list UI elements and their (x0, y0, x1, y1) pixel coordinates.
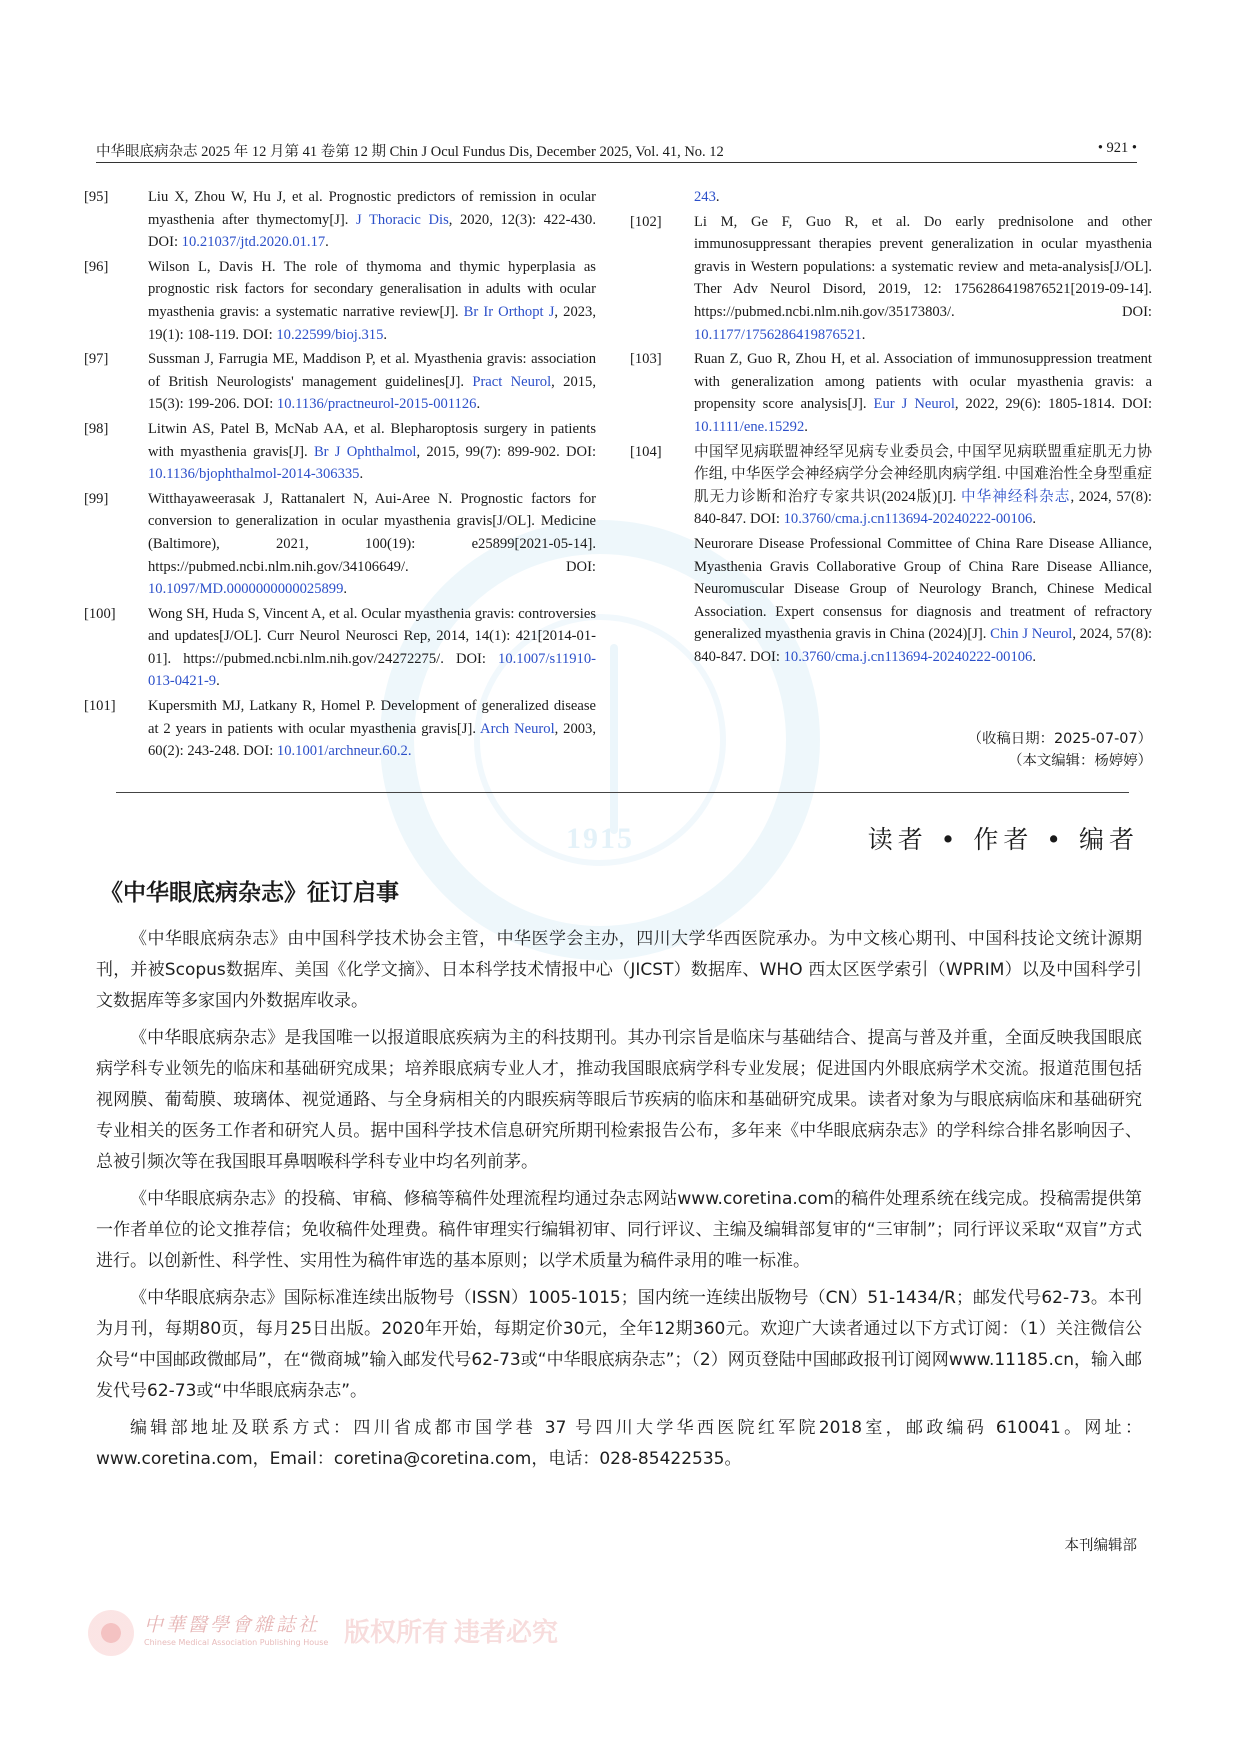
reference-text: , 2023, 19(1): 108-119. DOI: (148, 303, 596, 343)
reference-text: . (359, 466, 364, 483)
reference-item (630, 441, 1152, 531)
reference-text: , 2015, 15(3): 199-206. DOI: (148, 373, 596, 413)
reference-item (84, 488, 596, 601)
reference-text: . (216, 673, 220, 690)
reference-text: . (1032, 511, 1036, 528)
reference-number: [101] (84, 698, 116, 715)
reference-text: . (715, 189, 720, 205)
doi-link[interactable]: 10.1001/archneur.60.2. (276, 743, 412, 760)
notice-paragraph: 编辑部地址及联系方式：四川省成都市国学巷 37 号四川大学华西医院红军院2018室，邮政编码 610041。网址：www.coretina.com，Email：coretina@coretina.com，电话：028-85422535。 (96, 1418, 1142, 1469)
reference-text: . (1032, 648, 1036, 665)
reference-text: . (383, 326, 388, 343)
running-header (96, 138, 1137, 163)
doi-link[interactable]: 10.1097/MD.0000000000025899 (148, 581, 344, 598)
doi-link[interactable]: 10.3760/cma.j.cn113694-20240222-00106 (783, 648, 1033, 665)
references-column-right (630, 186, 1152, 670)
reference-text: , 2020, 12(3): 422-430. DOI: (148, 211, 596, 251)
watermark-staff (610, 644, 618, 834)
doi-link[interactable]: 10.1136/bjophthalmol-2014-306335 (148, 466, 360, 483)
reference-text: Liu X, Zhou W, Hu J, et al. Prognostic predictors of remission in ocular myasthenia after thymectomy[J]. (148, 189, 596, 228)
page-number: • 921 • (1097, 140, 1137, 156)
reference-number: [104] (630, 443, 662, 460)
reference-text: Litwin AS, Patel B, McNab AA, et al. Blepharoptosis surgery in patients with myasthenia gravis[J]. (148, 420, 596, 460)
reference-item-english (630, 533, 1152, 669)
section-divider (116, 792, 1129, 793)
reference-text: , 2015, 99(7): 899-902. DOI: (416, 443, 596, 460)
article-footnote (630, 728, 1152, 772)
doi-link[interactable]: 10.22599/bioj.315 (276, 326, 384, 343)
reference-number: [98] (84, 420, 109, 437)
doi-link[interactable]: 243 (694, 189, 716, 205)
editor-credit: （本文编辑：杨婷婷） (1008, 753, 1152, 769)
header-journal-info: 中华眼底病杂志 2025 年 12 月第 41 卷第 12 期 Chin J Ocul Fundus Dis, December 2025, Vol. 41, No. 12 (96, 144, 724, 160)
subscription-notice (96, 924, 1142, 1481)
reference-number: [96] (84, 258, 109, 275)
journal-link[interactable]: Chin J Neurol (990, 626, 1073, 643)
publisher-logo-icon (88, 1610, 134, 1656)
reference-text: , 2003, 60(2): 243-248. DOI: (148, 720, 596, 760)
journal-link[interactable]: J Thoracic Dis (356, 211, 449, 228)
reference-item (84, 186, 596, 254)
publisher-watermark (82, 1604, 562, 1664)
journal-link[interactable]: Br J Ophthalmol (313, 443, 417, 460)
publisher-name: 中華醫學會雜誌社 (144, 1614, 321, 1636)
reference-number: [103] (630, 351, 662, 368)
reference-text: Sussman J, Farrugia ME, Maddison P, et al. Myasthenia gravis: association of British Neurologists' management guidelines[J]. (148, 351, 596, 390)
doi-link[interactable]: 10.21037/jtd.2020.01.17 (181, 234, 326, 251)
reference-text: . (325, 234, 329, 251)
reference-text: . (476, 396, 481, 413)
publisher-name-en: Chinese Medical Association Publishing House (144, 1638, 329, 1647)
journal-link[interactable]: 中华神经科杂志 (960, 488, 1071, 505)
notice-paragraph: 《中华眼底病杂志》国际标准连续出版物号（ISSN）1005-1015；国内统一连续出版物号（CN）51-1434/R；邮发代号62-73。本刊为月刊，每期80页，每月25日出版。2020年开始，每期定价30元，全年12期360元。欢迎广大读者通过以下方式订阅：（1）关注微信公众号“中国邮政微邮局”，在“微商城”输入邮发代号62-73或“中华眼底病杂志”；（2）网页登陆中国邮政报刊订阅网www.11185.cn，输入邮发代号62-73或“中华眼底病杂志”。 (96, 1288, 1142, 1401)
reference-number: [102] (630, 213, 662, 230)
reference-text: Ruan Z, Guo R, Zhou H, et al. Association of immunosuppression treatment with generalization among patients with ocular myasthenia gravis: a propensity score analysis[J]. (694, 351, 1152, 413)
notice-paragraph: 《中华眼底病杂志》的投稿、审稿、修稿等稿件处理流程均通过杂志网站www.coretina.com的稿件处理系统在线完成。投稿需提供第一作者单位的论文推荐信；免收稿件处理费。稿件审理实行编辑初审、同行评议、主编及编辑部复审的“三审制”；同行评议采取“双盲”方式进行。以创新性、科学性、实用性为稿件审选的基本原则；以学术质量为稿件录用的唯一标准。 (96, 1189, 1142, 1271)
journal-link[interactable]: Br Ir Orthopt J (463, 303, 555, 320)
reference-text: Li M, Ge F, Guo R, et al. Do early prednisolone and other immunosuppressant therapies prevent generalization in ocular myasthenia gravis in Western populations: a systematic review and meta-analysis[J/OL]. Ther Adv Neurol Disord, 2019, 12: 1756286419876521[2019-09-14]. https://pubmed.ncbi.nlm.nih.gov/35173803/. DOI: (694, 213, 1152, 320)
watermark-year: 1915 (566, 822, 634, 855)
doi-link[interactable]: 10.1007/s11910-013-0421-9 (148, 650, 596, 690)
copyright-mark: 版权所有 (344, 1618, 449, 1648)
journal-link[interactable]: Eur J Neurol (873, 396, 955, 413)
reference-text: . (804, 418, 808, 435)
doi-link[interactable]: 10.3760/cma.j.cn113694-20240222-00106 (783, 511, 1033, 528)
reference-item (630, 348, 1152, 438)
reference-item (84, 348, 596, 416)
references-column-left (84, 186, 596, 765)
doi-link[interactable]: 10.1136/practneurol-2015-001126 (276, 396, 477, 413)
copyright-mark: 违者必究 (454, 1618, 559, 1648)
journal-link[interactable]: Arch Neurol (480, 720, 555, 737)
reference-text: Kupersmith MJ, Latkany R, Homel P. Development of generalized disease at 2 years in patients with ocular myasthenia gravis[J]. (148, 698, 596, 737)
reference-item (84, 695, 596, 763)
reference-item (84, 603, 596, 693)
editorial-signature: 本刊编辑部 (1064, 1538, 1137, 1554)
reference-continuation (630, 186, 1152, 209)
reference-item (84, 256, 596, 346)
reference-number: [95] (84, 189, 109, 205)
reference-item (84, 418, 596, 486)
reference-item (630, 211, 1152, 347)
section-label: 读者 • 作者 • 编者 (867, 825, 1139, 854)
doi-link[interactable]: 10.1177/1756286419876521 (694, 326, 862, 343)
doi-link[interactable]: 10.1111/ene.15292 (694, 418, 805, 435)
journal-link[interactable]: Pract Neurol (472, 373, 552, 390)
reference-text: Wong SH, Huda S, Vincent A, et al. Ocular myasthenia gravis: controversies and updates[J/OL]. Curr Neurol Neurosci Rep, 2014, 14(1): 421[2014-01-01]. https://pubmed.ncbi.nlm.nih.gov/24272275/. DOI: (148, 605, 596, 667)
reference-text: . (861, 326, 866, 343)
reference-text: Witthayaweerasak J, Rattanalert N, Aui-Aree N. Prognostic factors for conversion to generalization in ocular myasthenia gravis[J/OL]. Medicine (Baltimore), 2021, 100(19): e25899[2021-05-14]. https://pubmed.ncbi.nlm.nih.gov/34106649/. DOI: (148, 490, 596, 575)
reference-text: , 2024, 57(8): 840-847. DOI: (694, 626, 1153, 665)
notice-paragraph: 《中华眼底病杂志》是我国唯一以报道眼底疾病为主的科技期刊。其办刊宗旨是临床与基础结合、提高与普及并重，全面反映我国眼底病学科专业领先的临床和基础研究成果；培养眼底病专业人才，推动我国眼底病学科专业发展；促进国内外眼底病学术交流。报道范围包括视网膜、葡萄膜、玻璃体、视觉通路、与全身病相关的内眼疾病等眼后节疾病的临床和基础研究成果。读者对象为与眼底病临床和基础研究专业相关的医务工作者和研究人员。据中国科学技术信息研究所期刊检索报告公布，多年来《中华眼底病杂志》的学科综合排名影响因子、总被引频次等在我国眼耳鼻咽喉科学科专业中均名列前茅。 (96, 1028, 1142, 1172)
notice-paragraph: 《中华眼底病杂志》由中国科学技术协会主管，中华医学会主办，四川大学华西医院承办。为中文核心期刊、中国科技论文统计源期刊，并被Scopus数据库、美国《化学文摘》、日本科学技术情报中心（JICST）数据库、WHO 西太区医学索引（WPRIM）以及中国科学引文数据库等多家国内外数据库收录。 (96, 929, 1142, 1011)
reference-number: [100] (84, 605, 116, 622)
reference-text: Wilson L, Davis H. The role of thymoma and thymic hyperplasia as prognostic risk factors for secondary generalisation in adults with ocular myasthenia gravis: a systematic narrative review[J]. (148, 258, 596, 320)
reference-text: . (343, 581, 348, 598)
received-date: （收稿日期：2025-07-07） (967, 731, 1152, 747)
reference-text: 中国罕见病联盟神经罕见病专业委员会, 中国罕见病联盟重症肌无力协作组, 中华医学会神经病学分会神经肌肉病学组. 中国难治性全身型重症肌无力诊断和治疗专家共识(2024版)[J]. (694, 443, 1152, 505)
reference-text: , 2022, 29(6): 1805-1814. DOI: (954, 396, 1152, 413)
reference-number: [99] (84, 490, 109, 507)
notice-title: 《中华眼底病杂志》征订启事 (100, 880, 399, 906)
reference-text: , 2024, 57(8): 840-847. DOI: (694, 488, 1152, 528)
reference-text: Neurorare Disease Professional Committee of China Rare Disease Alliance, Myasthenia Gravis Collaborative Group of China Rare Disease Alliance, Neuromuscular Disease Group of Neurology Branch, Chinese Medical Association. Expert consensus for diagnosis and treatment of refractory generalized myasthenia gravis in China (2024)[J]. (694, 535, 1152, 643)
reference-number: [97] (84, 351, 109, 368)
